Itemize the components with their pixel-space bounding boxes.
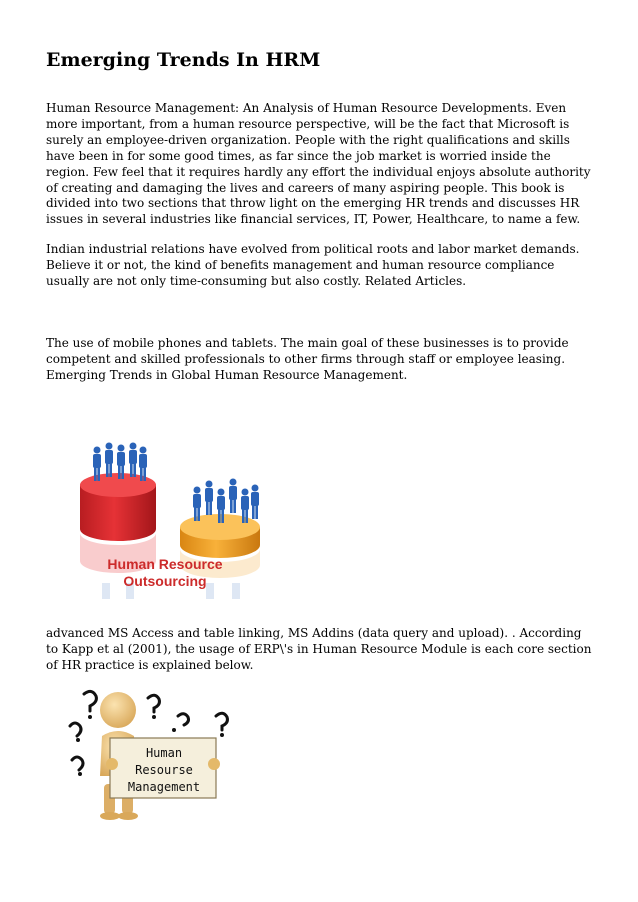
- paragraph-mobile: The use of mobile phones and tablets. The main goal of these businesses is to provide competent and skilled professionals to other firms through staff or employee leasing. Emerging Trends in Global Human Resource Management.: [46, 336, 569, 382]
- hrm-sign-illustration: [66, 686, 234, 826]
- paragraph-intro: Human Resource Management: An Analysis of Human Resource Developments. Even more important, from a human resource perspective, will be the fact that Microsoft is surely an employee-driven organization. People with the right qualifications and skills have been in for some good times, as far since the job market is worried inside the region. Few feel that it requires hardly any effort the individual enjoys absolute authority of creating and damaging the lives and careers of many aspiring people. This book is divided into two sections that throw light on the emerging HR trends and discusses HR issues in several industries like financial services, IT, Power, Healthcare, to name a few.: [46, 101, 591, 227]
- outsourcing-caption-line2: Outsourcing: [123, 573, 207, 589]
- sign-text-line3: Management: [127, 780, 201, 794]
- page-title: Emerging Trends In HRM: [46, 49, 321, 71]
- sign-text-line2: Resourse: [135, 763, 193, 777]
- sign-text-line1: Human: [145, 746, 183, 760]
- paragraph-industrial-relations: Indian industrial relations have evolved from political roots and labor market demands. Believe it or not, the kind of benefits management and human resource compliance usually are not only time-consuming but also costly. Related Articles.: [46, 242, 580, 288]
- paragraph-erp: advanced MS Access and table linking, MS Addins (data query and upload). . According to Kapp et al (2001), the usage of ERP\'s in Human Resource Module is each core section of HR practice is explained below.: [46, 626, 592, 672]
- outsourcing-caption-line1: Human Resource: [107, 556, 223, 572]
- outsourcing-illustration: [46, 433, 284, 609]
